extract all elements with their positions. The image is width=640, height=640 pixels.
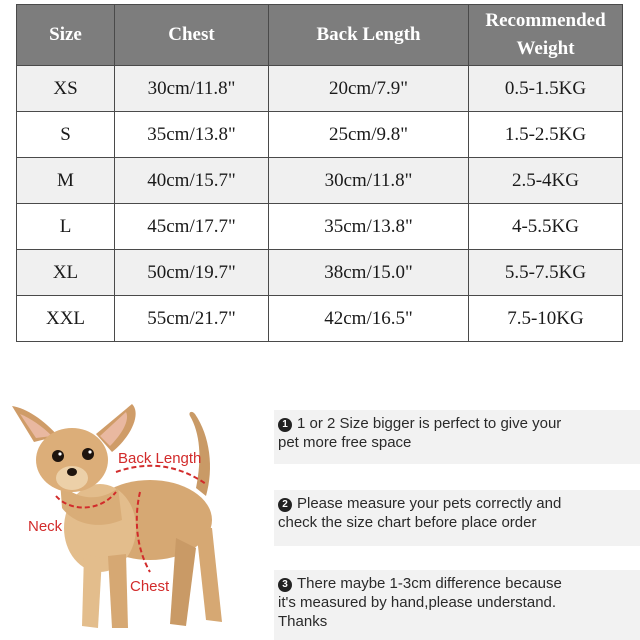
cell-back-length: 42cm/16.5" bbox=[269, 296, 469, 342]
cell-weight: 2.5-4KG bbox=[469, 158, 623, 204]
header-chest: Chest bbox=[115, 5, 269, 66]
table-row bbox=[17, 66, 623, 112]
header-weight-line2: Weight bbox=[516, 38, 575, 59]
dog-front-leg bbox=[82, 554, 102, 628]
cell-size: L bbox=[17, 204, 115, 250]
cell-chest: 40cm/15.7" bbox=[115, 158, 269, 204]
cell-back-length: 25cm/9.8" bbox=[269, 112, 469, 158]
cell-weight: 0.5-1.5KG bbox=[469, 66, 623, 112]
back-length-label: Back Length bbox=[118, 450, 202, 467]
cell-back-length: 30cm/11.8" bbox=[269, 158, 469, 204]
header-size: Size bbox=[17, 5, 115, 66]
table-row bbox=[17, 250, 623, 296]
cell-size: XXL bbox=[17, 296, 115, 342]
note-text-line: Thanks bbox=[278, 613, 328, 630]
cell-back-length: 20cm/7.9" bbox=[269, 66, 469, 112]
note-number-badge: 2 bbox=[278, 498, 292, 512]
cell-size: S bbox=[17, 112, 115, 158]
note-measure-correctly bbox=[274, 490, 640, 546]
cell-back-length: 35cm/13.8" bbox=[269, 204, 469, 250]
cell-weight: 1.5-2.5KG bbox=[469, 112, 623, 158]
cell-size: XL bbox=[17, 250, 115, 296]
note-text-line: pet more free space bbox=[278, 434, 412, 451]
header-weight-line1: Recommended bbox=[485, 10, 606, 31]
neck-label: Neck bbox=[28, 518, 63, 535]
dog-illustration bbox=[0, 388, 250, 640]
note-text-line: it's measured by hand,please understand. bbox=[278, 594, 557, 611]
dog-eye bbox=[52, 450, 64, 462]
note-text-line: check the size chart before place order bbox=[278, 514, 537, 531]
header-back-length: Back Length bbox=[269, 5, 469, 66]
cell-chest: 35cm/13.8" bbox=[115, 112, 269, 158]
dog-nose bbox=[67, 468, 77, 476]
note-text-line: Please measure your pets correctly and bbox=[297, 495, 562, 512]
cell-weight: 7.5-10KG bbox=[469, 296, 623, 342]
cell-chest: 30cm/11.8" bbox=[115, 66, 269, 112]
table-row bbox=[17, 296, 623, 342]
note-size-bigger bbox=[274, 410, 640, 464]
dog-eye bbox=[82, 448, 94, 460]
table-row bbox=[17, 112, 623, 158]
note-text-line: There maybe 1-3cm difference because bbox=[297, 575, 562, 592]
cell-back-length: 38cm/15.0" bbox=[269, 250, 469, 296]
cell-chest: 45cm/17.7" bbox=[115, 204, 269, 250]
table-header-row bbox=[17, 5, 623, 66]
dog-eye-highlight bbox=[58, 452, 61, 455]
dog-back-leg bbox=[196, 528, 222, 622]
dog-front-leg bbox=[108, 554, 128, 628]
cell-chest: 55cm/21.7" bbox=[115, 296, 269, 342]
chest-label: Chest bbox=[130, 578, 170, 595]
cell-chest: 50cm/19.7" bbox=[115, 250, 269, 296]
cell-weight: 4-5.5KG bbox=[469, 204, 623, 250]
table-row bbox=[17, 158, 623, 204]
header-recommended-weight bbox=[469, 5, 623, 66]
note-number-badge: 3 bbox=[278, 578, 292, 592]
dog-measurement-figure bbox=[0, 388, 250, 640]
note-number-badge: 1 bbox=[278, 418, 292, 432]
cell-weight: 5.5-7.5KG bbox=[469, 250, 623, 296]
table-row bbox=[17, 204, 623, 250]
size-chart-table bbox=[16, 4, 623, 342]
cell-size: XS bbox=[17, 66, 115, 112]
cell-size: M bbox=[17, 158, 115, 204]
note-text-line: 1 or 2 Size bigger is perfect to give your bbox=[297, 415, 562, 432]
dog-eye-highlight bbox=[88, 450, 91, 453]
note-measurement-difference bbox=[274, 570, 640, 640]
